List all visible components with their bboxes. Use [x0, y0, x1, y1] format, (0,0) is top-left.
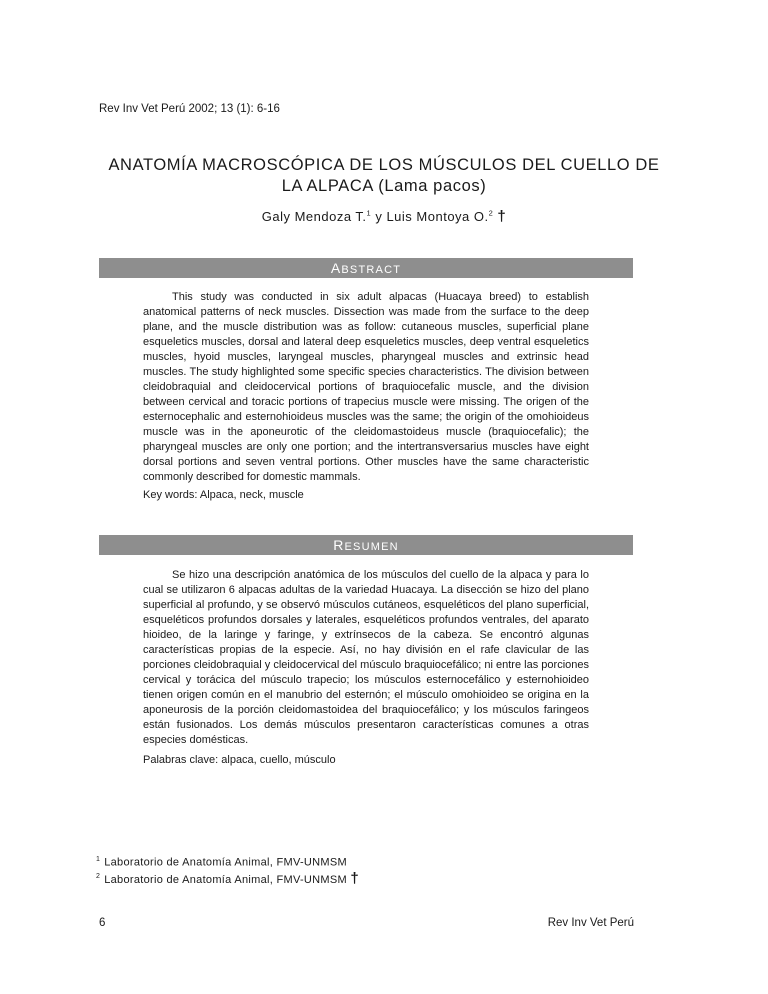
- author-2: Luis Montoya O.: [386, 209, 489, 224]
- author-connector: y: [371, 209, 387, 224]
- footnote-dagger-icon: †: [350, 870, 360, 887]
- title-line-2-main: LA ALPACA: [281, 177, 379, 195]
- abstract-keywords: Key words: Alpaca, neck, muscle: [143, 489, 304, 501]
- footnote-2-text: Laboratorio de Anatomía Animal, FMV-UNMSM: [104, 874, 347, 886]
- article-title: [60, 155, 708, 197]
- resumen-heading: [99, 535, 633, 555]
- deceased-dagger-icon: †: [497, 208, 507, 225]
- page-number: 6: [99, 917, 106, 929]
- journal-reference: Rev Inv Vet Perú 2002; 13 (1): 6-16: [99, 103, 280, 115]
- species-name: (Lama pacos): [378, 177, 487, 195]
- title-line-1: ANATOMÍA MACROSCÓPICA DE LOS MÚSCULOS DEL CUELLO DE: [108, 156, 660, 174]
- running-footer-title: Rev Inv Vet Perú: [547, 917, 634, 929]
- resumen-keywords: Palabras clave: alpaca, cuello, músculo: [143, 754, 336, 766]
- footnote-1-text: Laboratorio de Anatomía Animal, FMV-UNMSM: [104, 856, 347, 869]
- title-line-2: [60, 176, 708, 197]
- abstract-text: This study was conducted in six adult alpacas (Huacaya breed) to establish anatomical patterns of neck muscles. Dissection was made from the surface to the deep plane, and the muscle distribution was as follow: cutaneous muscles, superficial plane esqueletics muscles, dorsal and lateral deep esqueletics muscles, deep ventral esqueletics muscles, hyoid muscles, laryngeal muscles, pharyngeal muscles and extrinsic head muscles. The study highlighted some specific species characteristics. The division between cleidobraquial and cleidocervical portions of braquiocefalic muscle, and the division between cervical and toracic portions of trapecius muscle were missing. The origen of the esternocephalic and esternohioideus muscles was the same; the origin of the omohioideus muscle was in the aponeurotic of the cleidomastoideus muscle (braquiocefalic); the pharyngeal muscles are only one portion; and the intertransversarius muscles have eight dorsal portions and seven ventral portions. Other muscles have the same characteristic commonly described for domestic mammals.: [143, 291, 589, 483]
- author-1-affiliation-mark: 1: [366, 208, 372, 218]
- footnote-2: [96, 870, 359, 887]
- abstract-heading-initial: A: [330, 260, 342, 276]
- resumen-text: Se hizo una descripción anatómica de los músculos del cuello de la alpaca y para lo cual se utilizaron 6 alpacas adultas de la variedad Huacaya. La disección se hizo del plano superficial al profundo, y se observó músculos cutáneos, esqueléticos del plano superficial, esqueléticos profundos dorsales y laterales, esqueléticos profundos ventrales, del aparato hioideo, de la laringe y faringe, y extrínsecos de la cabeza. Se encontró algunas características propias de la especie. Así, no hay división en el rafe clavicular de las porciones cleidobraquial y cleidocervical del músculo braquiocefálico; ni entre las porciones cervical y torácica del músculo trapecio; los músculos esternocefálico y esternohioideo tienen origen común en el manubrio del esternón; el músculo omohioideo se origina en la aponeurosis de la porción cleidomastoidea del braquiocefálico; y los músculos faringeos están fusionados. Los demás músculos presentaron características comunes a otras especies domésticas.: [143, 569, 589, 746]
- abstract-heading: [99, 258, 633, 278]
- footnote-2-number: 2: [96, 873, 101, 881]
- author-2-affiliation-mark: 2: [488, 208, 494, 218]
- author-line: [60, 208, 708, 225]
- resumen-heading-rest: ESUMEN: [344, 541, 399, 553]
- resumen-heading-initial: R: [333, 537, 345, 553]
- footnote-1: [96, 856, 347, 869]
- footnote-1-number: 1: [96, 856, 101, 863]
- author-1: Galy Mendoza T.: [261, 209, 367, 224]
- abstract-heading-rest: BSTRACT: [341, 264, 402, 276]
